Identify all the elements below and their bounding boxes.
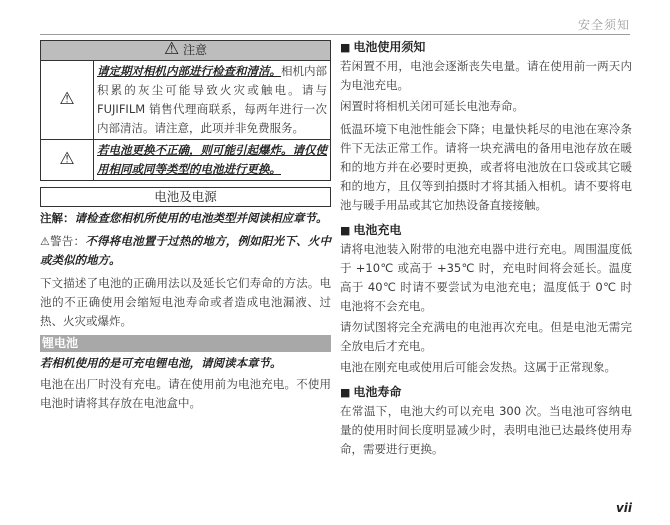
page-number: vii: [615, 501, 632, 515]
note-text: 请检查您相机所使用的电池类型并阅读相应章节。: [74, 211, 328, 225]
paragraph: 闲置时将相机关闭可延长电池寿命。: [340, 99, 524, 113]
warning-small-icon: ⚠: [40, 235, 51, 248]
note-label: 注解: [40, 211, 63, 225]
caution-row: [41, 61, 331, 140]
caution-emphasis: 若电池更换不正确，则可能引起爆炸。请仅使用相同或同等类型的电池进行更换。: [97, 143, 327, 176]
paragraph: 请勿试图将完全充满电的电池再次充电。但是电池无需完全放电后才充电。: [340, 320, 632, 353]
left-column: [40, 40, 331, 413]
paragraph: 电池在刚充电或使用后可能会发热。这属于正常现象。: [340, 360, 616, 374]
liion-section-bar: 锂电池: [40, 335, 331, 352]
caution-header: [41, 41, 331, 61]
note-paragraph: 注解：请检查您相机所使用的电池类型并阅读相应章节。: [40, 211, 328, 225]
warning-triangle-icon: ⚠: [163, 39, 180, 59]
header-section-title: 安全须知: [577, 18, 630, 32]
liion-emphasis: 若相机使用的是可充电锂电池，请阅读本章节。: [40, 356, 282, 370]
paragraph: 若闲置不用，电池会逐渐丧失电量。请在使用前一两天内为电池充电。: [340, 59, 632, 92]
square-bullet-icon: ■: [340, 41, 351, 54]
heading-battery-life: ■ 电池寿命: [340, 385, 402, 399]
warning-triangle-icon: ⚠: [59, 148, 75, 169]
square-bullet-icon: ■: [340, 224, 351, 237]
right-column: [340, 38, 632, 459]
caution-text: 相机内部积累的灰尘可能导致火灾或触电。请与 FUJIFILM 销售代理商联系，每两年进行一次内部清洁。请注意，此项并非免费服务。: [97, 64, 327, 135]
paragraph: 低温环境下电池性能会下降；电量快耗尽的电池在寒冷条件下无法正常工作。请将一块充满电的备用电池存放在暖和的地方并在必要时更换，或者将电池放在口袋或其它暖和的地方，且仅等到拍摄时才将其插入相机。请不要将电池与暖手用品或其它加热设备直接接触。: [340, 122, 632, 212]
warning-paragraph: ⚠警告：不得将电池置于过热的地方，例如阳光下、火中或类似的地方。: [40, 234, 332, 267]
square-bullet-icon: ■: [340, 386, 351, 399]
heading-battery-notes: ■ 电池使用须知: [340, 40, 426, 54]
page-header: [40, 16, 630, 35]
caution-row: [41, 140, 331, 181]
heading-battery-charging: ■ 电池充电: [340, 223, 402, 237]
caution-table: [40, 40, 331, 181]
paragraph: 在常温下，电池大约可以充电 300 次。当电池可容纳电量的使用时间长度明显减少时，表明电池已达最终使用寿命，需要进行更换。: [340, 404, 632, 456]
caution-emphasis: 请定期对相机内部进行检查和清洁。: [97, 64, 281, 78]
caution-title: 注意: [183, 43, 208, 57]
warning-label: 警告: [50, 234, 74, 248]
liion-paragraph: 电池在出厂时没有充电。请在使用前为电池充电。不使用电池时请将其存放在电池盒中。: [40, 377, 331, 410]
warning-triangle-icon: ⚠: [59, 88, 75, 109]
intro-paragraph: 下文描述了电池的正确用法以及延长它们寿命的方法。电池的不正确使用会缩短电池寿命或者造成电池漏液、过热、火灾或爆炸。: [40, 276, 331, 328]
warning-text: 不得将电池置于过热的地方，例如阳光下、火中或类似的地方。: [40, 234, 332, 267]
section-title-battery-power: 电池及电源: [40, 187, 331, 207]
paragraph: 请将电池装入附带的电池充电器中进行充电。周围温度低于 +10℃ 或高于 +35℃ 时，充电时间将会延长。温度高于 40℃ 时请不要尝试为电池充电；温度低于 0℃ 时电池将不会充电。: [340, 242, 632, 313]
